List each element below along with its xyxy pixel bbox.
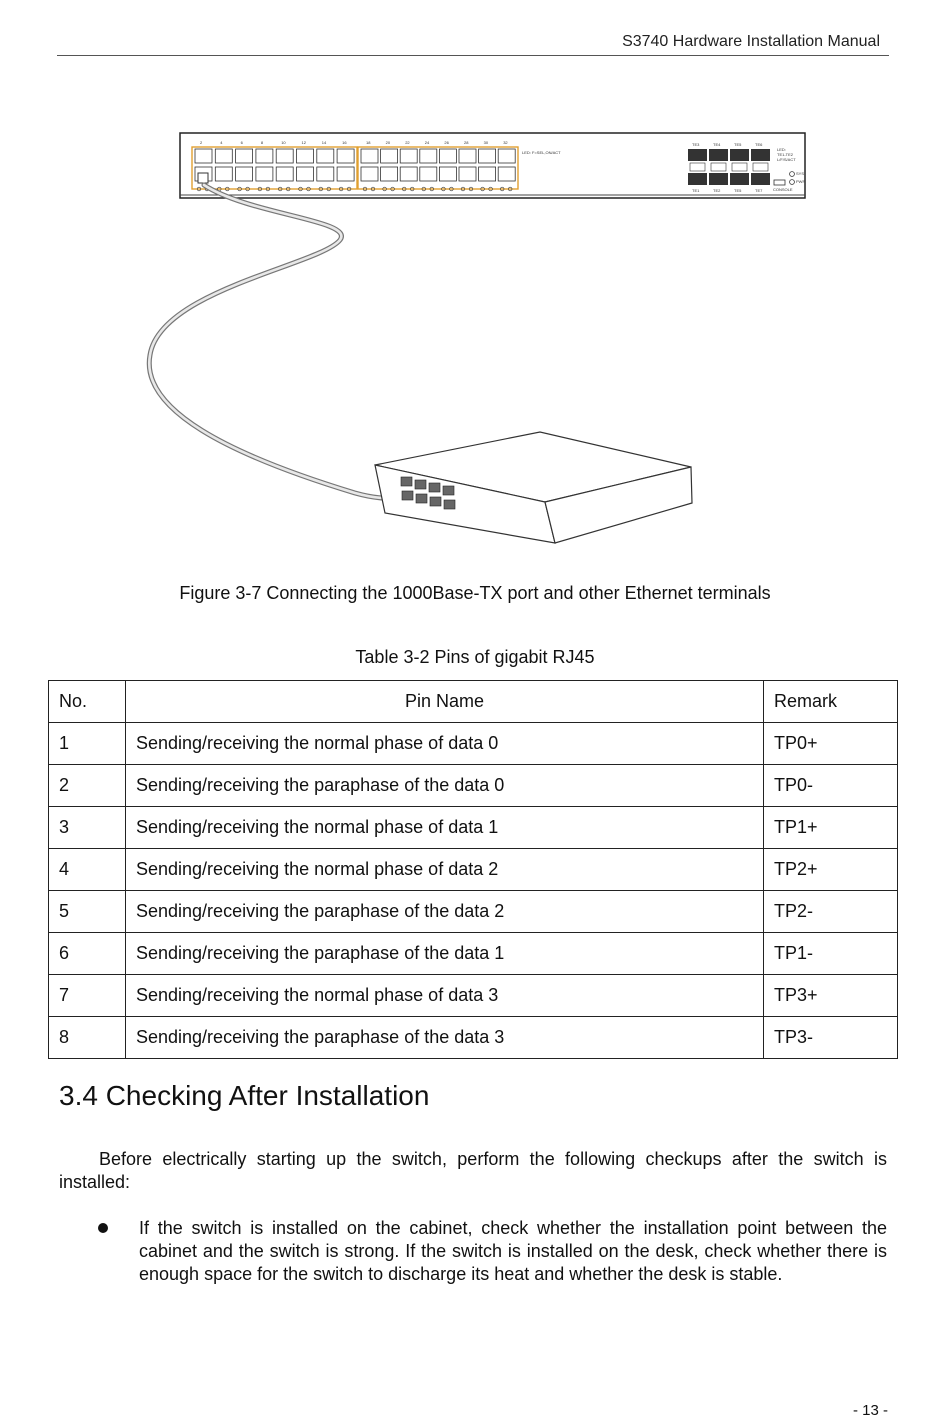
- port-number-label: 4: [220, 140, 223, 145]
- rj45-port: [236, 167, 253, 181]
- port-number-label: 26: [444, 140, 449, 145]
- small-switch-port: [416, 494, 427, 503]
- rj45-port: [317, 149, 334, 163]
- rj45-port: [215, 149, 232, 163]
- right-led-label-3: L/F/S/ACT: [777, 157, 796, 162]
- small-switch-port: [401, 477, 412, 486]
- small-switch-port: [402, 491, 413, 500]
- header-remark: Remark: [764, 681, 898, 723]
- cell-no: 4: [49, 849, 126, 891]
- panel-led-label: LED: F=SEL,ON/ACT: [522, 150, 561, 155]
- cell-remark: TP0-: [764, 765, 898, 807]
- rj45-port: [479, 149, 496, 163]
- rj45-port: [498, 167, 515, 181]
- sfp-port: [751, 173, 770, 185]
- rj45-port: [439, 167, 456, 181]
- plugged-connector: [198, 173, 208, 183]
- rj45-port: [420, 149, 437, 163]
- cell-remark: TP3-: [764, 1017, 898, 1059]
- rj45-pins-table: [48, 680, 898, 1059]
- sfp-port: [751, 149, 770, 161]
- cell-pin-name: Sending/receiving the normal phase of data 3: [126, 975, 764, 1017]
- cell-remark: TP1-: [764, 933, 898, 975]
- rj45-port: [195, 149, 212, 163]
- cell-no: 7: [49, 975, 126, 1017]
- cell-pin-name: Sending/receiving the paraphase of the data 2: [126, 891, 764, 933]
- port-number-label: 10: [281, 140, 286, 145]
- sfp-port: [709, 149, 728, 161]
- sfp-label: TE3: [692, 142, 700, 147]
- sfp-label: TE7: [755, 188, 763, 193]
- header-pin-name: Pin Name: [126, 681, 764, 723]
- port-number-label: 20: [385, 140, 391, 145]
- rj45-port: [317, 167, 334, 181]
- rj45-port: [215, 167, 232, 181]
- rj45-port: [297, 149, 314, 163]
- sfp-port: [730, 173, 749, 185]
- sys-label: SYS: [796, 171, 805, 176]
- port-number-label: 8: [260, 140, 264, 145]
- cell-pin-name: Sending/receiving the normal phase of data 0: [126, 723, 764, 765]
- ethernet-cable: [149, 185, 402, 498]
- intro-paragraph: Before electrically starting up the switch, perform the following checkups after the switch is installed:: [59, 1149, 887, 1192]
- rj45-port: [400, 167, 417, 181]
- cell-pin-name: Sending/receiving the normal phase of data 2: [126, 849, 764, 891]
- cell-no: 6: [49, 933, 126, 975]
- rj45-port: [276, 167, 293, 181]
- rj45-port: [236, 149, 253, 163]
- port-number-label: 14: [321, 140, 327, 145]
- port-number-label: 16: [342, 140, 347, 145]
- cell-pin-name: Sending/receiving the paraphase of the data 3: [126, 1017, 764, 1059]
- rj45-port: [459, 149, 476, 163]
- cell-no: 3: [49, 807, 126, 849]
- cell-remark: TP0+: [764, 723, 898, 765]
- sfp-label: TE5: [734, 142, 742, 147]
- bullet-item: [98, 1217, 887, 1286]
- cell-no: 8: [49, 1017, 126, 1059]
- section-title: 3.4 Checking After Installation: [59, 1080, 430, 1111]
- right-led-label-1: LED:: [777, 147, 786, 152]
- bullet-dot-icon: [98, 1223, 108, 1233]
- cell-pin-name: Sending/receiving the paraphase of the data 1: [126, 933, 764, 975]
- table-caption: Table 3-2 Pins of gigabit RJ45: [355, 647, 595, 667]
- table-row: [49, 765, 898, 807]
- rj45-port: [256, 149, 273, 163]
- switch-connection-figure: [140, 125, 820, 555]
- rj45-port: [459, 167, 476, 181]
- bullet-text: If the switch is installed on the cabinet, check whether the installation point between the cabinet and the switch is strong. If the switch is installed on the desk, check whether there is enough space for the switch to discharge its heat and whether the desk is stable.: [139, 1218, 887, 1284]
- sfp-port: [709, 173, 728, 185]
- sfp-label: TE5: [734, 188, 742, 193]
- cell-pin-name: Sending/receiving the paraphase of the data 0: [126, 765, 764, 807]
- table-row: [49, 891, 898, 933]
- rj45-port: [337, 167, 354, 181]
- port-number-label: 18: [366, 140, 371, 145]
- port-number-label: 28: [464, 140, 469, 145]
- port-number-label: 32: [503, 140, 508, 145]
- rj45-port: [361, 167, 378, 181]
- small-switch-port: [429, 483, 440, 492]
- table-row: [49, 975, 898, 1017]
- table-row: [49, 849, 898, 891]
- port-number-label: 12: [301, 140, 306, 145]
- figure-caption: Figure 3-7 Connecting the 1000Base-TX port and other Ethernet terminals: [179, 583, 771, 603]
- pwr-label: PWR: [796, 179, 806, 184]
- sfp-port: [730, 149, 749, 161]
- cell-remark: TP2+: [764, 849, 898, 891]
- cell-no: 2: [49, 765, 126, 807]
- right-led-label-2: TE1-TE2: [777, 152, 794, 157]
- table-row: [49, 933, 898, 975]
- rj45-port: [337, 149, 354, 163]
- table-header-row: [49, 681, 898, 723]
- console-port: [774, 180, 785, 185]
- sfp-label: TE1: [692, 188, 700, 193]
- sfp-led-window: [732, 163, 747, 171]
- rj45-port: [276, 149, 293, 163]
- table-row: [49, 1017, 898, 1059]
- sfp-port: [688, 173, 707, 185]
- page-number: - 13 -: [852, 1402, 888, 1419]
- port-number-label: 30: [483, 140, 489, 145]
- rj45-port: [361, 149, 378, 163]
- cell-no: 5: [49, 891, 126, 933]
- rj45-port: [297, 167, 314, 181]
- cell-pin-name: Sending/receiving the normal phase of data 1: [126, 807, 764, 849]
- small-switch-port: [415, 480, 426, 489]
- rj45-port: [400, 149, 417, 163]
- cell-no: 1: [49, 723, 126, 765]
- cell-remark: TP1+: [764, 807, 898, 849]
- rj45-port: [381, 149, 398, 163]
- cell-remark: TP3+: [764, 975, 898, 1017]
- rj45-port: [498, 149, 515, 163]
- small-switch-port: [444, 500, 455, 509]
- sfp-label: TE6: [755, 142, 763, 147]
- table-row: [49, 807, 898, 849]
- sfp-led-window: [753, 163, 768, 171]
- table-row: [49, 723, 898, 765]
- sfp-label: TE2: [713, 188, 721, 193]
- port-number-label: 6: [240, 140, 243, 145]
- port-number-label: 22: [405, 140, 410, 145]
- rj45-port: [256, 167, 273, 181]
- port-number-label: 24: [424, 140, 430, 145]
- small-switch-port: [430, 497, 441, 506]
- sfp-led-window: [711, 163, 726, 171]
- console-label: CONSOLE: [773, 187, 793, 192]
- rj45-port: [479, 167, 496, 181]
- cell-remark: TP2-: [764, 891, 898, 933]
- sfp-label: TE4: [713, 142, 721, 147]
- rj45-port: [420, 167, 437, 181]
- sfp-port: [688, 149, 707, 161]
- rj45-port: [439, 149, 456, 163]
- small-switch-port: [443, 486, 454, 495]
- header-rule: [57, 55, 889, 56]
- running-header: S3740 Hardware Installation Manual: [622, 33, 880, 50]
- sfp-led-window: [690, 163, 705, 171]
- port-number-label: 2: [200, 140, 203, 145]
- header-no: No.: [49, 681, 126, 723]
- rj45-port: [381, 167, 398, 181]
